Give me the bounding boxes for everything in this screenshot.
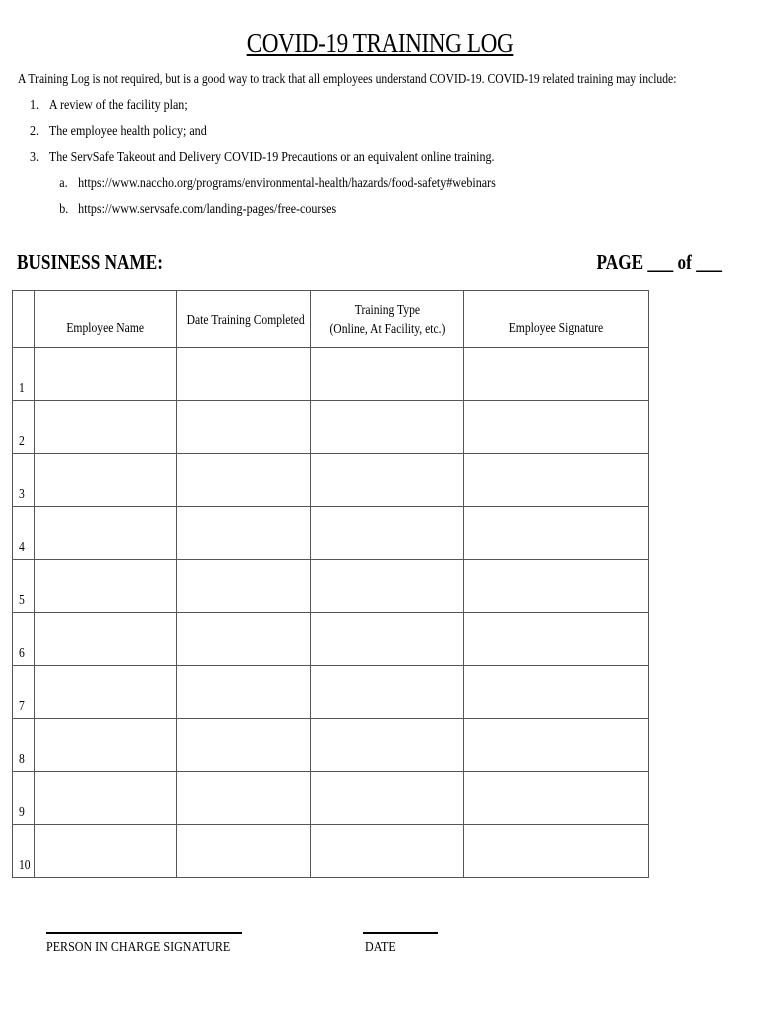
link-item-naccho[interactable]: a. https://www.naccho.org/programs/environmental-health/hazards/food-safety#webinars bbox=[59, 176, 496, 191]
table-row bbox=[13, 719, 649, 772]
signature-cell[interactable] bbox=[464, 772, 649, 825]
business-name-label: BUSINESS NAME: bbox=[17, 250, 163, 274]
table-row bbox=[13, 454, 649, 507]
table-row bbox=[13, 401, 649, 454]
date-cell[interactable] bbox=[177, 560, 311, 613]
table-row bbox=[13, 772, 649, 825]
list-item: 3. The ServSafe Takeout and Delivery COVID-19 Precautions or an equivalent online training. bbox=[30, 150, 495, 165]
row-number: 1 bbox=[13, 348, 35, 401]
row-number: 3 bbox=[13, 454, 35, 507]
list-item: 1. A review of the facility plan; bbox=[30, 98, 188, 113]
training-type-cell[interactable] bbox=[311, 507, 464, 560]
training-list bbox=[30, 93, 496, 223]
intro-text: A Training Log is not required, but is a good way to track that all employees understand COVID-19. COVID-19 related training may include: bbox=[18, 71, 677, 86]
table-row bbox=[13, 613, 649, 666]
table-row bbox=[13, 666, 649, 719]
person-signature-label: PERSON IN CHARGE SIGNATURE bbox=[46, 940, 231, 955]
signature-cell[interactable] bbox=[464, 348, 649, 401]
training-type-cell[interactable] bbox=[311, 666, 464, 719]
row-number: 9 bbox=[13, 772, 35, 825]
row-number: 10 bbox=[13, 825, 35, 878]
employee-name-cell[interactable] bbox=[35, 825, 177, 878]
date-cell[interactable] bbox=[177, 719, 311, 772]
date-line[interactable] bbox=[363, 932, 438, 934]
page-count-label: PAGE ___ of ___ bbox=[596, 250, 722, 274]
signature-cell[interactable] bbox=[464, 454, 649, 507]
employee-name-cell[interactable] bbox=[35, 454, 177, 507]
training-type-cell[interactable] bbox=[311, 613, 464, 666]
employee-name-cell[interactable] bbox=[35, 719, 177, 772]
employee-name-cell[interactable] bbox=[35, 348, 177, 401]
employee-name-cell[interactable] bbox=[35, 560, 177, 613]
person-signature-line[interactable] bbox=[46, 932, 242, 934]
date-cell[interactable] bbox=[177, 454, 311, 507]
table-row bbox=[13, 507, 649, 560]
date-cell[interactable] bbox=[177, 348, 311, 401]
training-type-cell[interactable] bbox=[311, 560, 464, 613]
employee-name-cell[interactable] bbox=[35, 507, 177, 560]
row-number: 6 bbox=[13, 613, 35, 666]
training-type-cell[interactable] bbox=[311, 825, 464, 878]
date-label: DATE bbox=[365, 940, 396, 955]
table-row bbox=[13, 825, 649, 878]
row-number-header bbox=[13, 291, 35, 348]
signature-cell[interactable] bbox=[464, 666, 649, 719]
page-title: COVID-19 TRAINING LOG bbox=[246, 28, 514, 58]
training-type-cell[interactable] bbox=[311, 772, 464, 825]
link-item-servsafe[interactable]: b. https://www.servsafe.com/landing-pages/free-courses bbox=[59, 202, 337, 217]
signature-cell[interactable] bbox=[464, 560, 649, 613]
signature-cell[interactable] bbox=[464, 507, 649, 560]
training-type-cell[interactable] bbox=[311, 401, 464, 454]
table-row bbox=[13, 348, 649, 401]
signature-cell[interactable] bbox=[464, 825, 649, 878]
row-number: 5 bbox=[13, 560, 35, 613]
employee-name-cell[interactable] bbox=[35, 666, 177, 719]
training-type-cell[interactable] bbox=[311, 719, 464, 772]
date-cell[interactable] bbox=[177, 613, 311, 666]
training-log-table bbox=[12, 290, 649, 878]
employee-name-header: Employee Name bbox=[35, 291, 177, 348]
employee-name-cell[interactable] bbox=[35, 772, 177, 825]
employee-signature-header: Employee Signature bbox=[464, 291, 649, 348]
date-cell[interactable] bbox=[177, 666, 311, 719]
signature-cell[interactable] bbox=[464, 719, 649, 772]
row-number: 7 bbox=[13, 666, 35, 719]
signature-cell[interactable] bbox=[464, 613, 649, 666]
date-cell[interactable] bbox=[177, 825, 311, 878]
employee-name-cell[interactable] bbox=[35, 613, 177, 666]
row-number: 4 bbox=[13, 507, 35, 560]
list-item: 2. The employee health policy; and bbox=[30, 124, 207, 139]
employee-name-cell[interactable] bbox=[35, 401, 177, 454]
training-type-cell[interactable] bbox=[311, 454, 464, 507]
date-cell[interactable] bbox=[177, 507, 311, 560]
date-cell[interactable] bbox=[177, 401, 311, 454]
date-cell[interactable] bbox=[177, 772, 311, 825]
date-completed-header: Date Training Completed bbox=[177, 291, 311, 348]
training-type-cell[interactable] bbox=[311, 348, 464, 401]
row-number: 2 bbox=[13, 401, 35, 454]
training-type-header: Training Type (Online, At Facility, etc.) bbox=[311, 291, 464, 348]
table-row bbox=[13, 560, 649, 613]
row-number: 8 bbox=[13, 719, 35, 772]
table-header-row bbox=[13, 291, 649, 348]
signature-cell[interactable] bbox=[464, 401, 649, 454]
link-list bbox=[30, 171, 496, 223]
